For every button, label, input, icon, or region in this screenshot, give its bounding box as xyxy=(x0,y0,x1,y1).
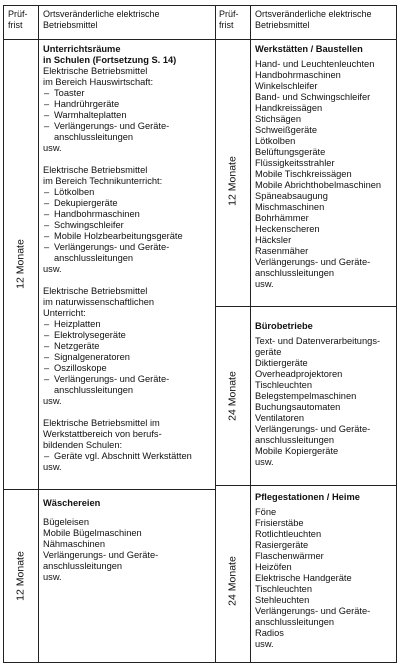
header-pruefrist xyxy=(8,9,28,30)
list-item: – Verlängerungs- und Geräte- xyxy=(43,374,213,385)
list-line: Winkelschleifer xyxy=(255,81,318,91)
list-line: Overheadprojektoren xyxy=(255,369,343,379)
list-tail: usw. xyxy=(43,396,62,406)
table-rule xyxy=(215,6,216,662)
section-buerobetriebe xyxy=(255,321,397,468)
list-line: Föne xyxy=(255,507,277,517)
list-tail: usw. xyxy=(43,264,62,274)
list-line: Flaschenwärmer xyxy=(255,551,324,561)
group-intro: Elektrische Betriebsmittel xyxy=(43,66,148,76)
list-line: Heckenscheren xyxy=(255,224,320,234)
list-item: – Mobile Holzbearbeitungsgeräte xyxy=(43,231,213,242)
header-betriebsmittel xyxy=(43,9,160,30)
list-item-continued: anschlussleitungen xyxy=(54,385,134,395)
list-line: Stehleuchten xyxy=(255,595,310,605)
section-werkstaetten xyxy=(255,44,397,290)
list-item: – Schwingschleifer xyxy=(43,220,213,231)
list-line: Tischleuchten xyxy=(255,584,313,594)
section-subtitle: in Schulen (Fortsetzung S. 14) xyxy=(43,55,177,65)
list-line: Nähmaschinen xyxy=(43,539,106,549)
frist-label: 12 Monate xyxy=(14,239,27,289)
section-title: Pflegestationen / Heime xyxy=(255,492,360,502)
list-item: – Toaster xyxy=(43,88,213,99)
list-line: Flüssigkeitsstrahler xyxy=(255,158,335,168)
list-line: Stichsägen xyxy=(255,114,301,124)
group-intro: im Bereich Hauswirtschaft: xyxy=(43,77,154,87)
header-betriebsmittel xyxy=(255,9,372,30)
list-item: – Dekupiergeräte xyxy=(43,198,213,209)
list-item-continued: anschlussleitungen xyxy=(54,253,134,263)
list-item: – Handbohrmaschinen xyxy=(43,209,213,220)
list-line: anschlussleitungen xyxy=(255,617,335,627)
header-text: Prüf- xyxy=(219,9,239,19)
section-unterrichtsraeume xyxy=(43,44,213,473)
table-rule xyxy=(38,6,39,662)
group-intro: Unterricht: xyxy=(43,308,86,318)
section-title: Werkstätten / Baustellen xyxy=(255,44,363,54)
group-intro: Elektrische Betriebsmittel xyxy=(43,286,148,296)
list-line: Handkreissägen xyxy=(255,103,323,113)
frist-label: 12 Monate xyxy=(226,156,239,206)
section-title: Wäschereien xyxy=(43,498,101,508)
list-item: – Signalgeneratoren xyxy=(43,352,213,363)
list-line: Lötkolben xyxy=(255,136,296,146)
group-intro: im naturwissenschaftlichen xyxy=(43,297,155,307)
section-pflegestationen xyxy=(255,492,397,650)
table-rule xyxy=(250,6,251,662)
list-line: usw. xyxy=(255,457,274,467)
list-line: Belüftungsgeräte xyxy=(255,147,326,157)
list-item: – Elektrolysegeräte xyxy=(43,330,213,341)
list-line: Bohrhämmer xyxy=(255,213,309,223)
list-line: Elektrische Handgeräte xyxy=(255,573,352,583)
list-line: Späneabsaugung xyxy=(255,191,328,201)
list-item: – Verlängerungs- und Geräte- xyxy=(43,242,213,253)
frist-label: 24 Monate xyxy=(226,371,239,421)
list-line: Bügeleisen xyxy=(43,517,90,527)
list-line: Mobile Abrichthobelmaschinen xyxy=(255,180,382,190)
list-tail: usw. xyxy=(43,143,62,153)
header-text: frist xyxy=(219,19,234,30)
list-item: – Warmhalteplatten xyxy=(43,110,213,121)
list-item: – Geräte vgl. Abschnitt Werkstätten xyxy=(43,451,213,462)
header-text: Betriebsmittel xyxy=(255,19,310,30)
list-line: Mobile Bügelmaschinen xyxy=(43,528,142,538)
list-line: Belegstempelmaschinen xyxy=(255,391,357,401)
header-text: Prüf- xyxy=(8,9,28,19)
group-intro: bildenden Schulen: xyxy=(43,440,123,450)
section-title: Unterrichtsräume xyxy=(43,44,121,54)
list-item-continued: anschlussleitungen xyxy=(54,132,134,142)
frist-label: 12 Monate xyxy=(14,551,27,601)
list-item: – Verlängerungs- und Geräte- xyxy=(43,121,213,132)
list-item: – Netzgeräte xyxy=(43,341,213,352)
list-line: anschlussleitungen xyxy=(43,561,123,571)
list-item: – Oszilloskope xyxy=(43,363,213,374)
list-item: – Handrührgeräte xyxy=(43,99,213,110)
row-rule xyxy=(4,489,215,490)
list-line: Verlängerungs- und Geräte- xyxy=(255,424,371,434)
list-line: Verlängerungs- und Geräte- xyxy=(43,550,159,560)
row-rule xyxy=(215,485,396,486)
group-intro: Elektrische Betriebsmittel xyxy=(43,165,148,175)
list-line: Tischleuchten xyxy=(255,380,313,390)
list-line: Ventilatoren xyxy=(255,413,305,423)
list-line: usw. xyxy=(255,279,274,289)
list-line: Rasiergeräte xyxy=(255,540,309,550)
list-line: Verlängerungs- und Geräte- xyxy=(255,257,371,267)
list-line: Diktiergeräte xyxy=(255,358,308,368)
header-text: Betriebsmittel xyxy=(43,19,98,30)
list-line: Radios xyxy=(255,628,284,638)
list-line: Verlängerungs- und Geräte- xyxy=(255,606,371,616)
header-text: Ortsveränderliche elektrische xyxy=(43,9,160,19)
list-line: Mobile Kopiergeräte xyxy=(255,446,339,456)
list-item: – Lötkolben xyxy=(43,187,213,198)
list-line: Band- und Schwingschleifer xyxy=(255,92,371,102)
list-line: anschlussleitungen xyxy=(255,435,335,445)
list-line: Handbohrmaschinen xyxy=(255,70,341,80)
list-line: anschlussleitungen xyxy=(255,268,335,278)
header-rule xyxy=(4,39,396,40)
list-line: Buchungsautomaten xyxy=(255,402,341,412)
list-line: Mobile Tischkreissägen xyxy=(255,169,352,179)
list-item: – Heizplatten xyxy=(43,319,213,330)
group-intro: Elektrische Betriebsmittel im xyxy=(43,418,160,428)
list-line: Heizöfen xyxy=(255,562,292,572)
list-line: Rotlichtleuchten xyxy=(255,529,322,539)
list-line: Frisierstäbe xyxy=(255,518,304,528)
list-line: Rasenmäher xyxy=(255,246,309,256)
inspection-table xyxy=(3,5,397,663)
list-line: usw. xyxy=(43,572,62,582)
list-line: usw. xyxy=(255,639,274,649)
list-line: Schweißgeräte xyxy=(255,125,318,135)
list-tail: usw. xyxy=(43,462,62,472)
header-pruefrist xyxy=(219,9,239,30)
list-line: Hand- und Leuchtenleuchten xyxy=(255,59,375,69)
frist-label: 24 Monate xyxy=(226,556,239,606)
header-text: frist xyxy=(8,19,23,30)
section-waeschereien xyxy=(43,498,213,583)
list-line: Häcksler xyxy=(255,235,292,245)
group-intro: Werkstattbereich von berufs- xyxy=(43,429,162,439)
group-intro: im Bereich Technikunterricht: xyxy=(43,176,163,186)
header-text: Ortsveränderliche elektrische xyxy=(255,9,372,19)
section-title: Bürobetriebe xyxy=(255,321,313,331)
row-rule xyxy=(215,306,396,307)
list-line: geräte xyxy=(255,347,282,357)
list-line: Text- und Datenverarbeitungs- xyxy=(255,336,381,346)
list-line: Mischmaschinen xyxy=(255,202,325,212)
